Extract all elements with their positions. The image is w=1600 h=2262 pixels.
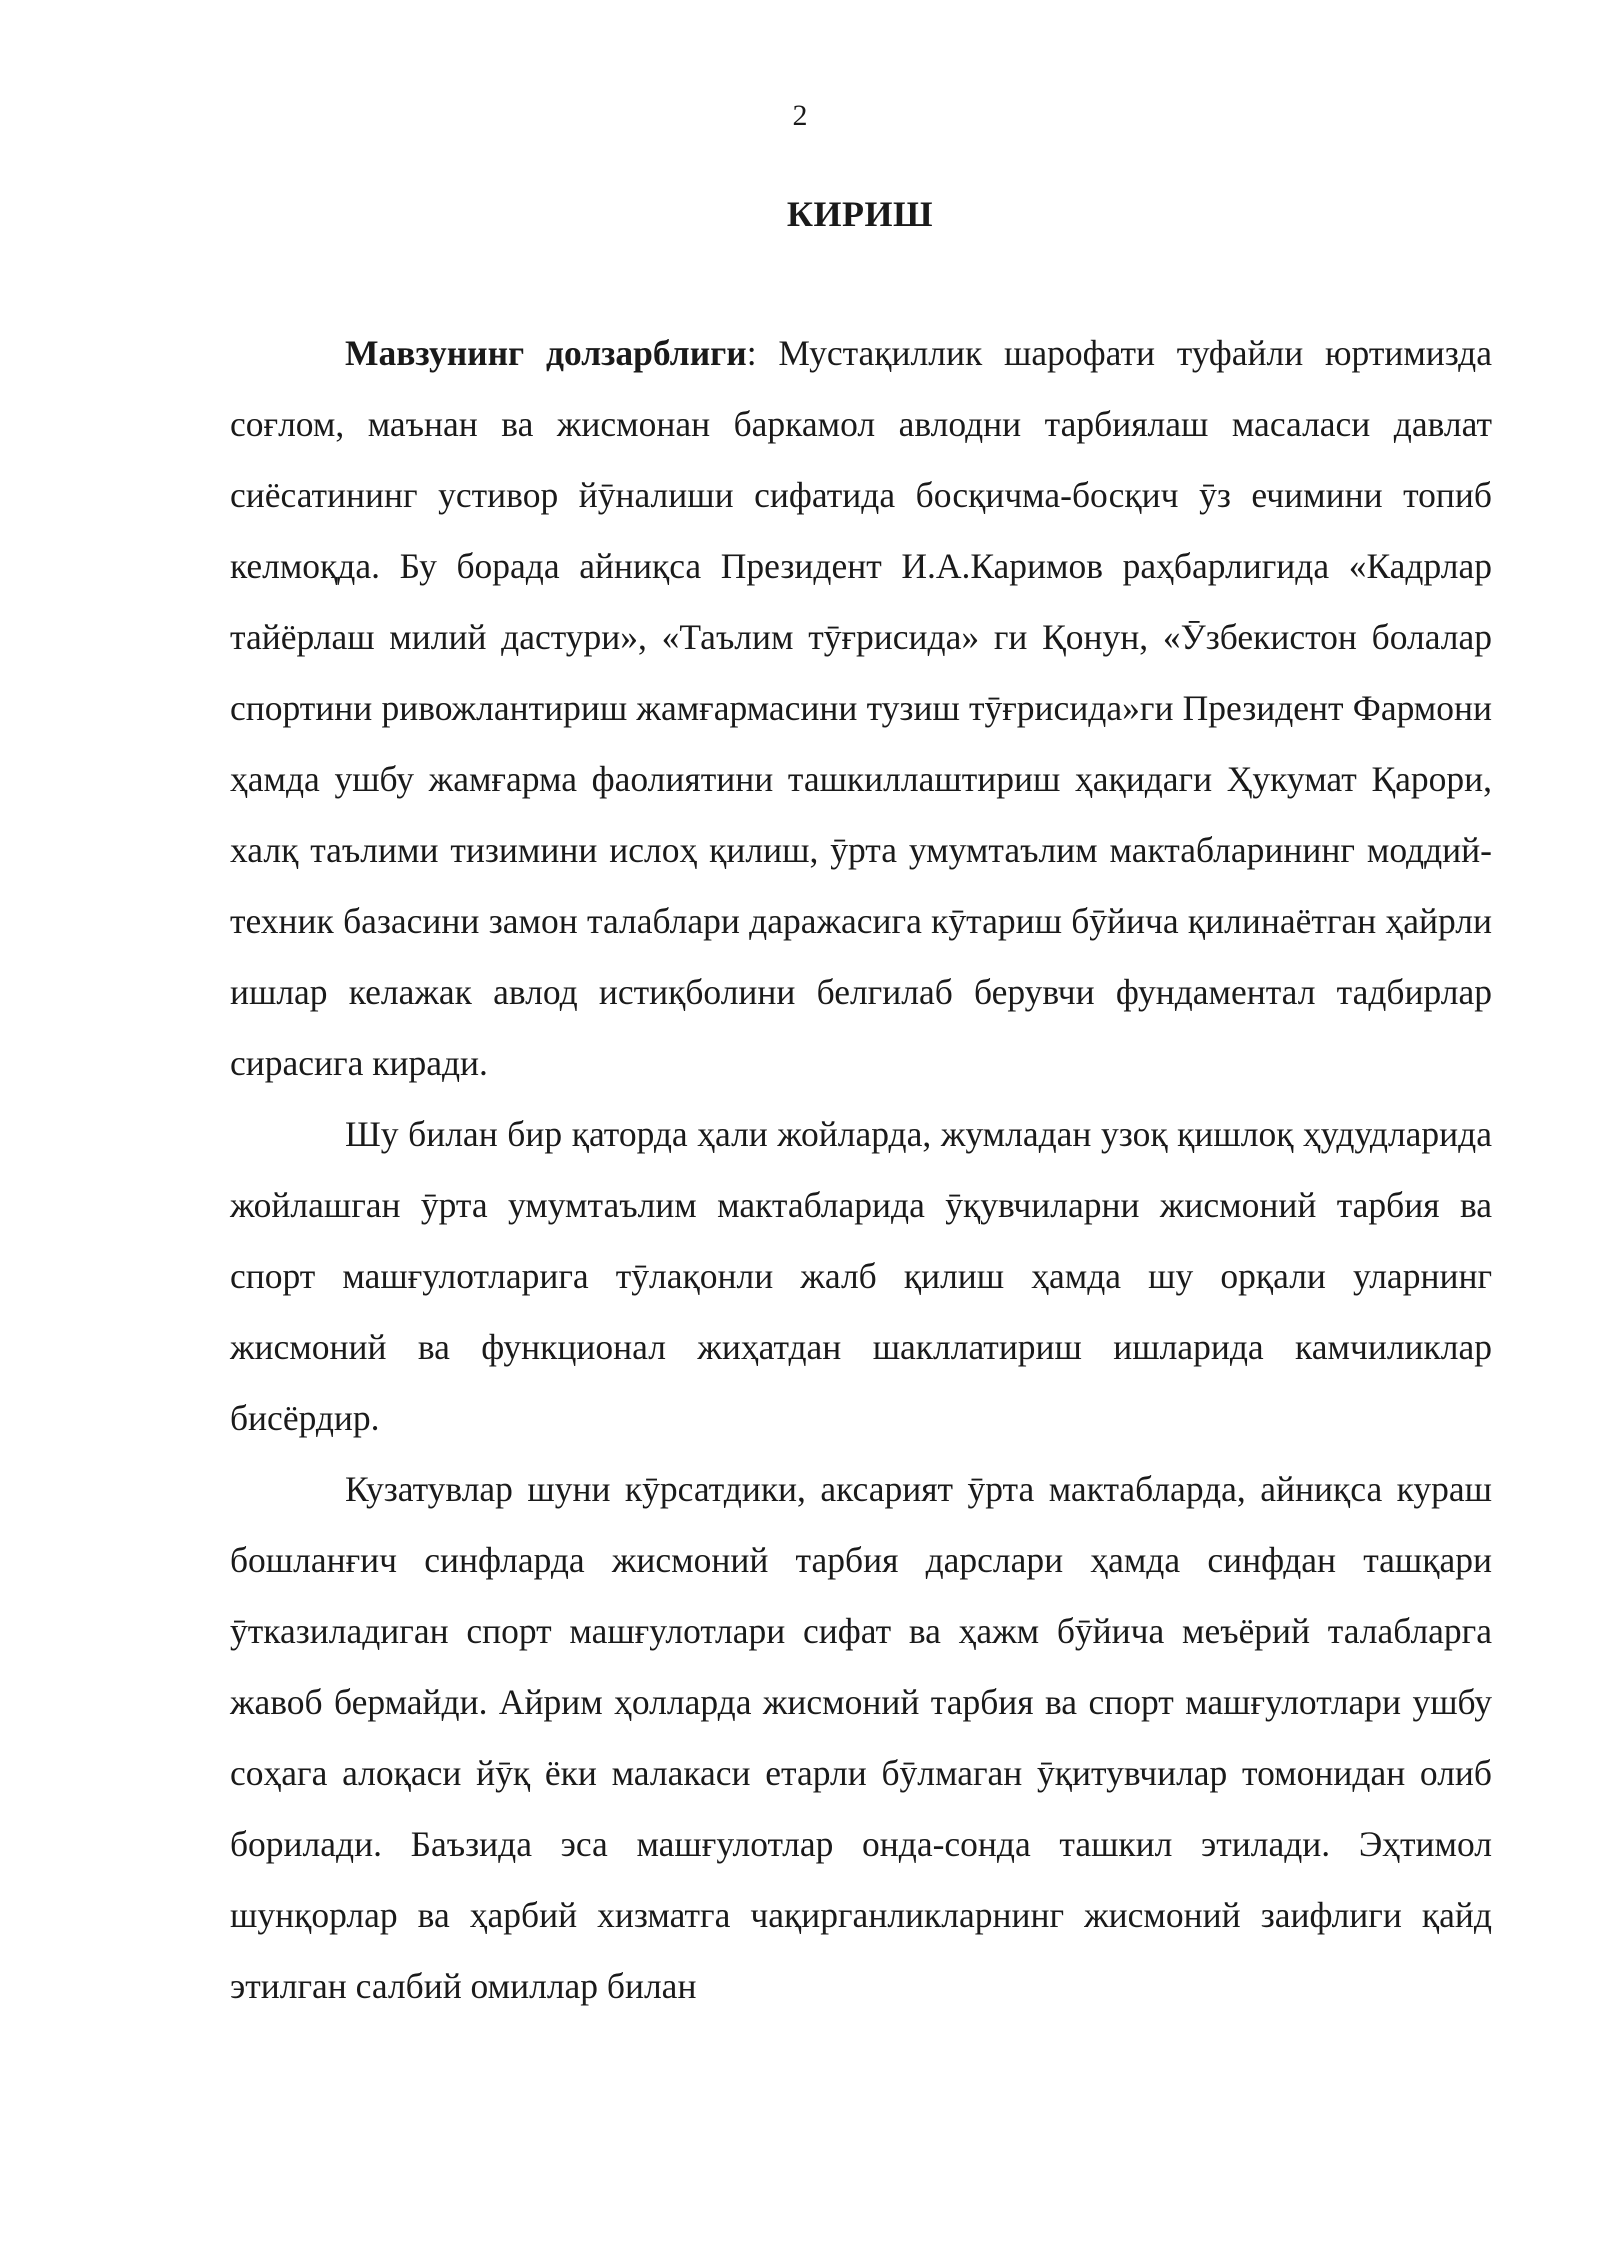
paragraph-3 <box>230 1454 1492 2022</box>
section-heading: КИРИШ <box>786 194 934 234</box>
paragraph-2 <box>230 1099 1492 1454</box>
paragraph-text: Кузатувлар шуни кӯрсатдики, аксарият ӯрта мактабларда, айниқса кураш бошланғич синфларда жисмоний тарбия дарслари ҳамда синфдан ташқари ӯтказиладиган спорт машғулотлари сифат ва ҳажм бӯйича меъёрий талабларга жавоб бермайди. Айрим ҳолларда жисмоний тарбия ва спорт машғулотлари ушбу соҳага алоқаси йӯқ ёки малакаси етарли бӯлмаган ӯқитувчилар томонидан олиб борилади. Баъзида эса машғулотлар онда-сонда ташкил этилади. Эҳтимол шунқорлар ва ҳарбий хизматга чақирганликларнинг жисмоний заифлиги қайд этилган салбий омиллар билан <box>230 1469 1492 2006</box>
paragraph-text: Шу билан бир қаторда ҳали жойларда, жумладан узоқ қишлоқ ҳудудларида жойлашган ӯрта умумтаълим мактабларида ӯқувчиларни жисмоний тарбия ва спорт машғулотларига тӯлақонли жалб қилиш ҳамда шу орқали уларнинг жисмоний ва функционал жиҳатдан шакллатириш ишларида камчиликлар бисёрдир. <box>230 1114 1492 1438</box>
paragraph-lead: Мавзунинг долзарблиги <box>345 333 747 373</box>
paragraph-text: : Мустақиллик шарофати туфайли юртимизда соғлом, маънан ва жисмонан баркамол авлодни тарбиялаш масаласи давлат сиёсатининг устивор йӯналиши сифатида босқичма-босқич ӯз ечимини топиб келмоқда. Бу борада айниқса Президент И.А.Каримов раҳбарлигида «Кадрлар тайёрлаш милий дастури», «Таълим тӯғрисида» ги Қонун, «Ӯзбекистон болалар спортини ривожлантириш жамғармасини тузиш тӯғрисида»ги Президент Фармони ҳамда ушбу жамғарма фаолиятини ташкиллаштириш ҳақидаги Ҳукумат Қарори, халқ таълими тизимини ислоҳ қилиш, ӯрта умумтаълим мактабларининг моддий-техник базасини замон талаблари даражасига кӯтариш бӯйича қилинаётган ҳайрли ишлар келажак авлод истиқболини белгилаб берувчи фундаментал тадбирлар сирасига киради. <box>230 333 1492 1083</box>
page-number: 2 <box>792 99 808 132</box>
body-text <box>230 318 1492 2022</box>
paragraph-1 <box>230 318 1492 1099</box>
